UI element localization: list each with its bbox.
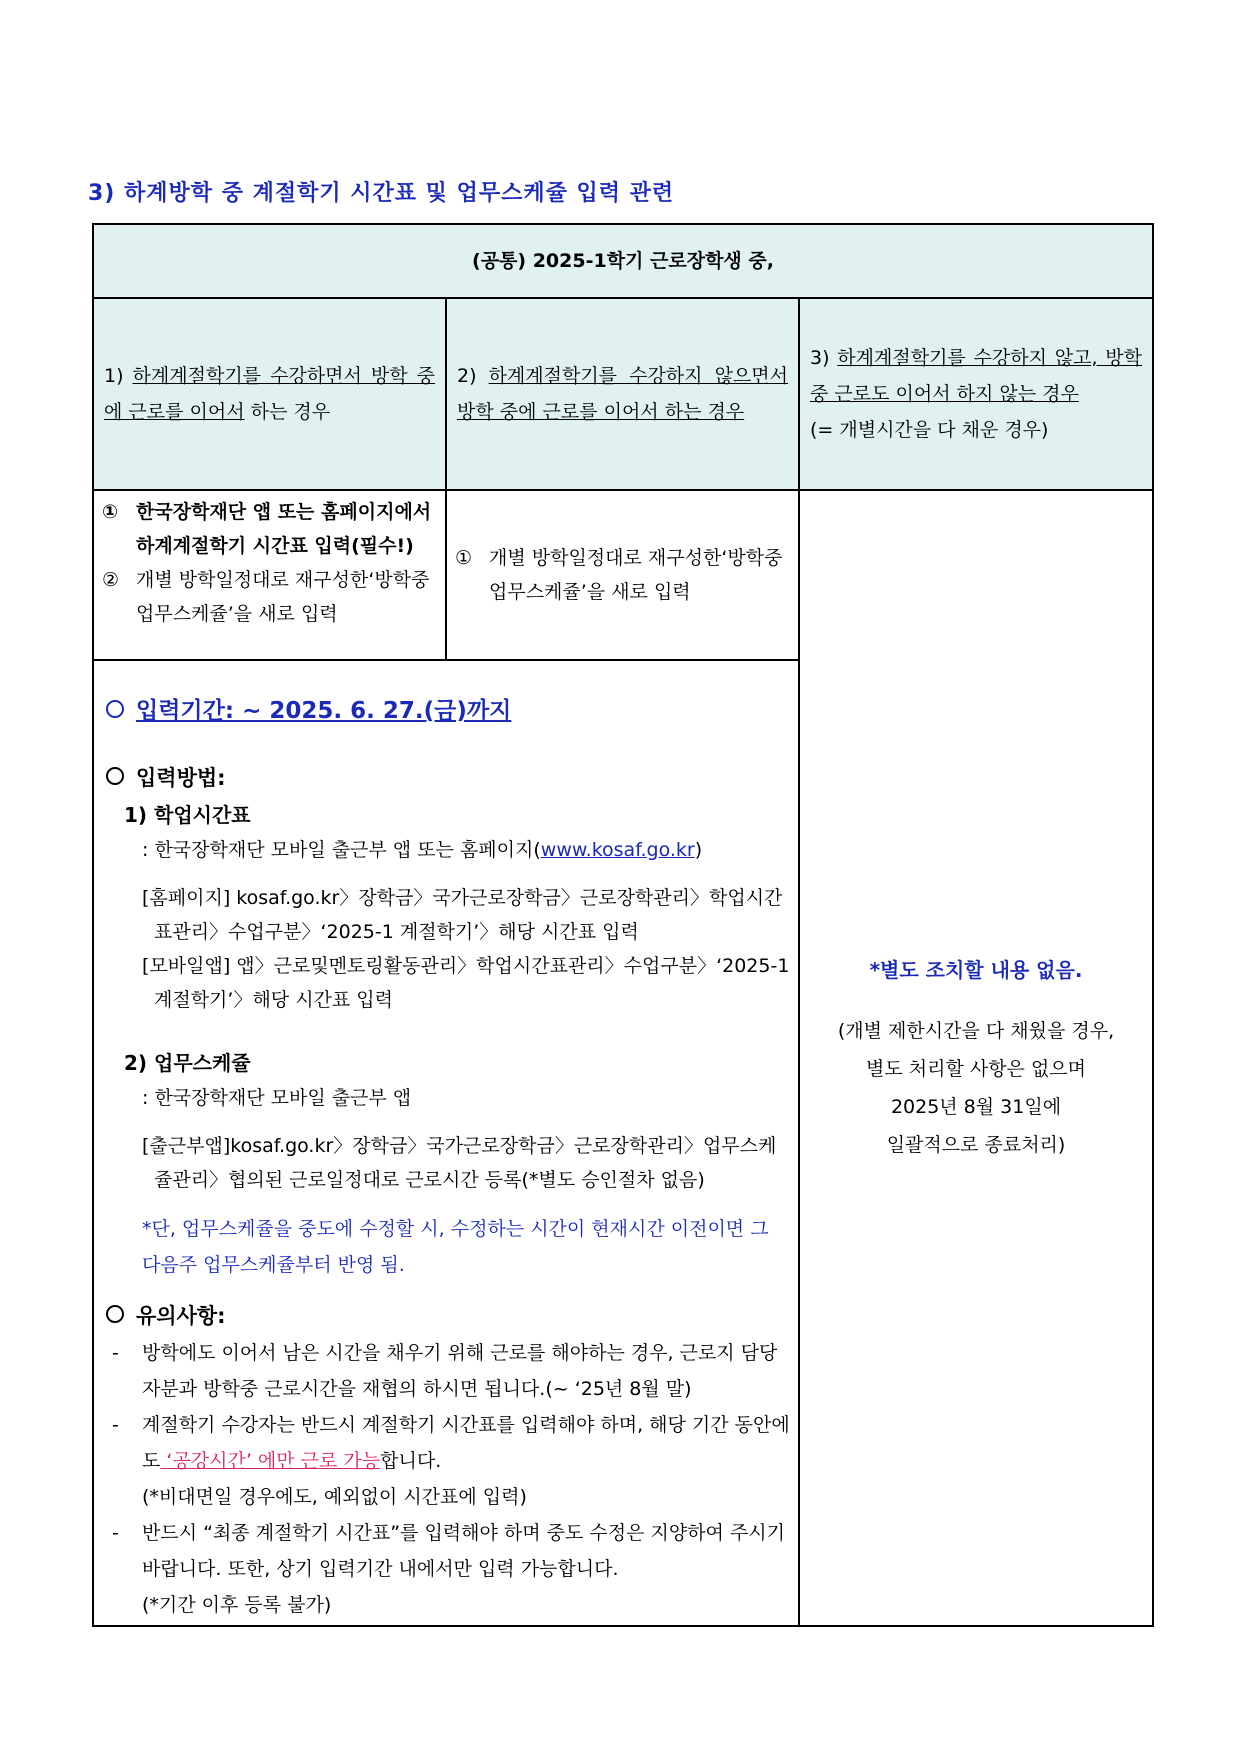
case2-step-1: ① 개별 방학일정대로 재구성한‘방학중 업무스케쥴’을 새로 입력	[455, 547, 783, 603]
academic-desc: : 한국장학재단 모바일 출근부 앱 또는 홈페이지(www.kosaf.go.kr)	[142, 839, 703, 861]
case-header-1: 1) 하계계절학기를 수강하면서 방학 중에 근로를 이어서 하는 경우	[93, 298, 446, 490]
caution-item-3: - 반드시 “최종 계절학기 시간표”를 입력해야 하며 중도 수정은 지양하여 주시기 바랍니다. 또한, 상기 입력기간 내에서만 입력 가능합니다. (*기간 이후 등록 불가)	[112, 1522, 786, 1616]
academic-title: 1) 학업시간표	[124, 803, 251, 827]
schedule-desc: : 한국장학재단 모바일 출근부 앱	[142, 1087, 412, 1109]
case2-steps	[446, 490, 799, 660]
academic-path-web: [홈페이지] kosaf.go.kr〉장학금〉국가근로장학금〉근로장학관리〉학업시간표관리〉수업구분〉‘2025-1 계절학기’〉해당 시간표 입력	[142, 887, 783, 943]
caution-item-1: - 방학에도 이어서 남은 시간을 채우기 위해 근로를 해야하는 경우, 근로지 담당자분과 방학중 근로시간을 재협의 하시면 됩니다.(~ ‘25년 8월 말)	[112, 1342, 778, 1400]
method-heading: 입력방법:	[102, 759, 790, 797]
case-header-2: 2) 하계계절학기를 수강하지 않으면서 방학 중에 근로를 이어서 하는 경우	[446, 298, 799, 490]
case3-note-line: 2025년 8월 31일에	[890, 1096, 1062, 1118]
circle-bullet-icon	[106, 700, 124, 718]
case1-step-2: ② 개별 방학일정대로 재구성한‘방학중 업무스케쥴’을 새로 입력	[102, 569, 430, 625]
case-3-extra: (= 개별시간을 다 채운 경우)	[810, 419, 1049, 441]
case3-note-line: 일괄적으로 종료처리)	[886, 1134, 1066, 1156]
input-period: 입력기간: ~ 2025. 6. 27.(금)까지	[102, 693, 790, 729]
schedule-path: [출근부앱]kosaf.go.kr〉장학금〉국가근로장학금〉근로장학관리〉업무스케쥴관리〉협의된 근로일정대로 근로시간 등록(*별도 승인절차 없음)	[142, 1135, 777, 1191]
case3-note-line: 별도 처리할 사항은 없으며	[866, 1058, 1087, 1080]
kosaf-link[interactable]: www.kosaf.go.kr	[540, 839, 695, 861]
schedule-title: 2) 업무스케쥴	[124, 1051, 251, 1075]
academic-path-mobile: [모바일앱] 앱〉근로및멘토링활동관리〉학업시간표관리〉수업구분〉‘2025-1 계절학기’〉해당 시간표 입력	[142, 955, 790, 1011]
case1-steps	[93, 490, 446, 660]
instructions-cell	[93, 660, 799, 1626]
caution-item-2: - 계절학기 수강자는 반드시 계절학기 시간표를 입력해야 하며, 해당 기간 동안에도 ‘공강시간’ 에만 근로 가능합니다. (*비대면일 경우에도, 예외없이 시간표에 입력)	[112, 1414, 790, 1508]
free-period-highlight: ‘공강시간’ 에만 근로 가능	[160, 1450, 381, 1472]
case1-step-1: ① 한국장학재단 앱 또는 홈페이지에서 하계계절학기 시간표 입력(필수!)	[102, 501, 432, 557]
cautions-heading: 유의사항:	[102, 1297, 790, 1335]
case3-headline: *별도 조치할 내용 없음.	[869, 958, 1083, 982]
common-header: (공통) 2025-1학기 근로장학생 중,	[93, 224, 1153, 298]
case3-note	[799, 490, 1153, 1626]
circle-bullet-icon	[106, 767, 124, 785]
section-title: 3) 하계방학 중 계절학기 시간표 및 업무스케쥴 입력 관련	[88, 181, 675, 206]
schedule-note: *단, 업무스케쥴을 중도에 수정할 시, 수정하는 시간이 현재시간 이전이면 그 다음주 업무스케쥴부터 반영 됨.	[142, 1218, 769, 1276]
case-header-3: 3) 하계계절학기를 수강하지 않고, 방학 중 근로도 이어서 하지 않는 경우 (= 개별시간을 다 채운 경우)	[799, 298, 1153, 490]
circle-bullet-icon	[106, 1305, 124, 1323]
guide-table	[92, 223, 1154, 1627]
case3-note-line: (개별 제한시간을 다 채웠을 경우,	[837, 1020, 1115, 1042]
